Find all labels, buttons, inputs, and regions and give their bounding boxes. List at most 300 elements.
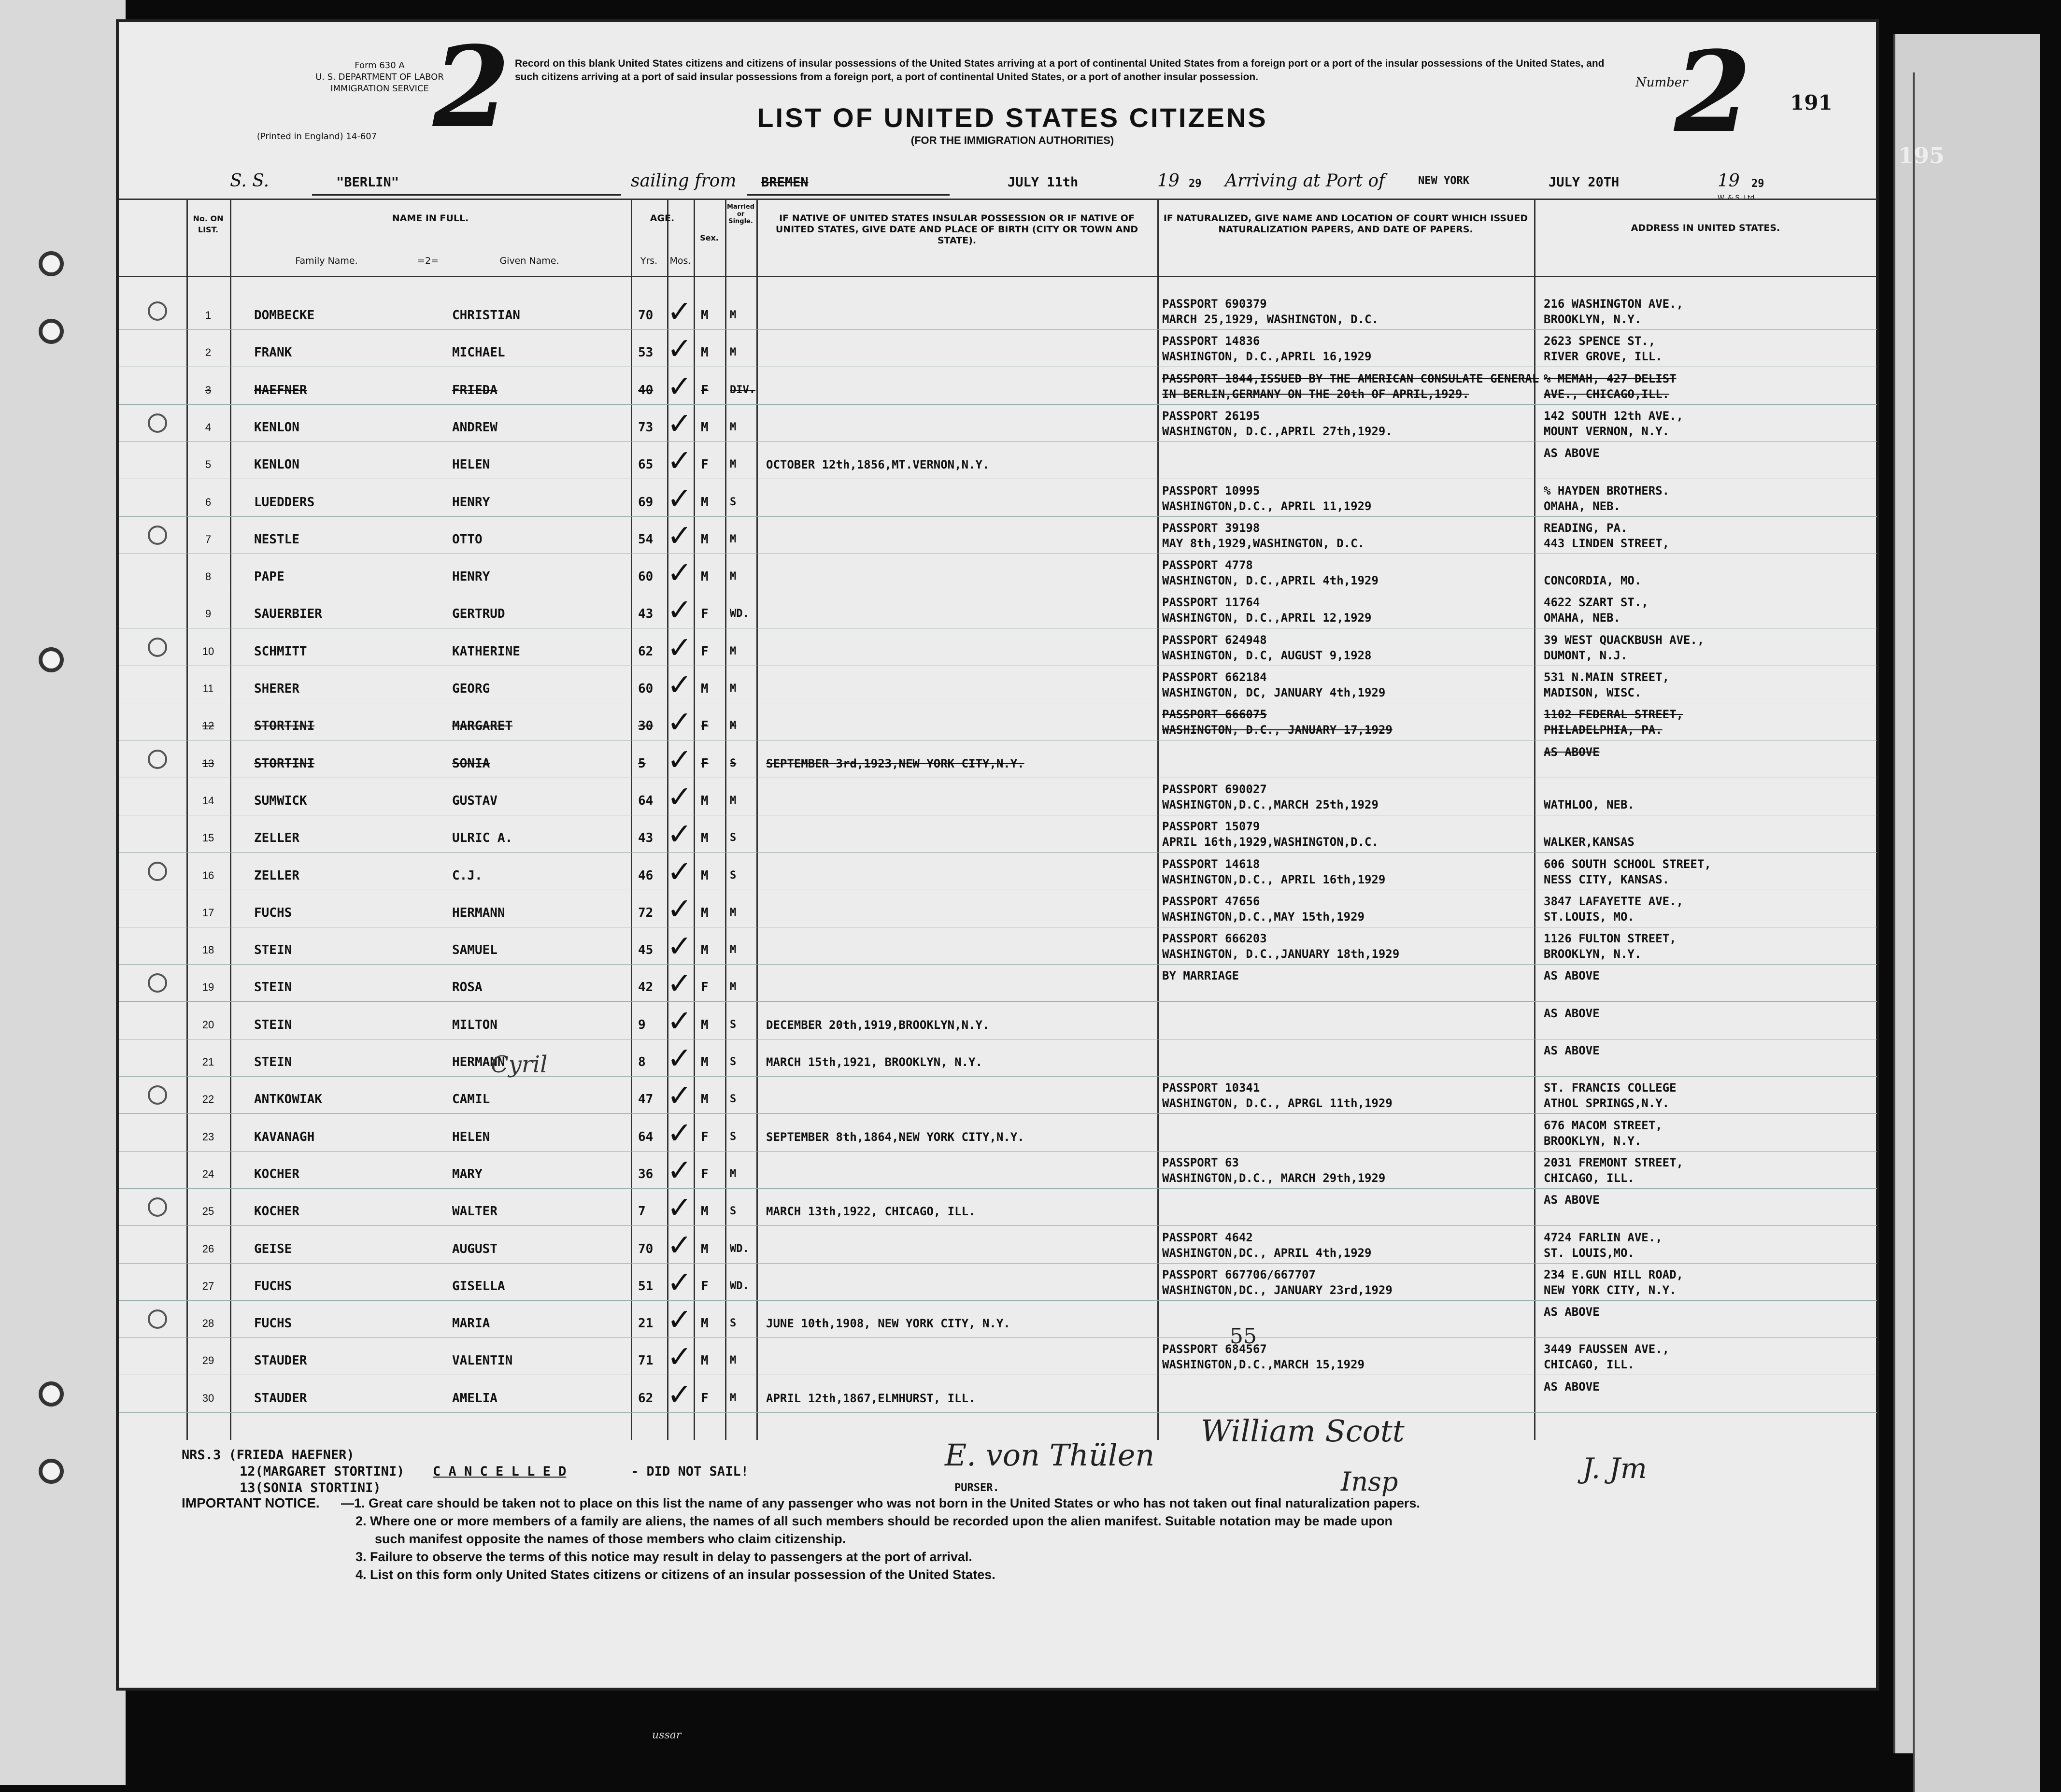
row-number: 22 bbox=[202, 1093, 214, 1106]
sex: F bbox=[701, 383, 709, 398]
naturalization-line-2: WASHINGTON, D.C.,APRIL 12,1929 bbox=[1162, 611, 1372, 625]
table-row bbox=[119, 293, 1877, 330]
naturalization-line-2: WASHINGTON,D.C.,MARCH 25th,1929 bbox=[1162, 797, 1379, 811]
port-of-arrival: NEW YORK bbox=[1418, 175, 1469, 187]
age-years: 73 bbox=[638, 420, 654, 435]
given-name: KATHERINE bbox=[452, 644, 520, 659]
naturalization-line-1: PASSPORT 690027 bbox=[1162, 782, 1267, 796]
annotation-55: 55 bbox=[1230, 1324, 1257, 1349]
address-line-2: CHICAGO, ILL. bbox=[1544, 1171, 1635, 1185]
marital-status: M bbox=[730, 421, 737, 433]
address-line-2: PHILADELPHIA, PA. bbox=[1544, 723, 1663, 737]
check-mark-icon: ✓ bbox=[667, 1040, 692, 1076]
row-number: 28 bbox=[202, 1317, 214, 1330]
row-number: 10 bbox=[202, 645, 214, 657]
naturalization-line-2: WASHINGTON, D.C, AUGUST 9,1928 bbox=[1162, 648, 1372, 662]
naturalization-line-1: PASSPORT 10341 bbox=[1162, 1081, 1260, 1095]
notice-2b: such manifest opposite the names of those members who claim citizenship. bbox=[375, 1532, 846, 1546]
initials-signature: J. Jm bbox=[1582, 1452, 1647, 1485]
address-line-2: BROOKLYN, N.Y. bbox=[1544, 947, 1642, 961]
age-years: 65 bbox=[638, 457, 654, 472]
header-given-name: Given Name. bbox=[499, 256, 559, 266]
address-line-2: CONCORDIA, MO. bbox=[1544, 574, 1642, 588]
check-mark-icon: ✓ bbox=[667, 368, 692, 404]
given-name: HENRY bbox=[452, 569, 490, 584]
table-row bbox=[119, 554, 1877, 591]
age-years: 36 bbox=[638, 1166, 654, 1181]
table-row bbox=[119, 1189, 1877, 1226]
family-name: KOCHER bbox=[254, 1166, 299, 1181]
table-row bbox=[119, 1114, 1877, 1152]
row-number: 27 bbox=[202, 1280, 214, 1292]
given-name: CHRISTIAN bbox=[452, 308, 520, 323]
sex: F bbox=[701, 719, 709, 734]
notice-4: 4. List on this form only United States citizens or citizens of an insular possession of the United States. bbox=[355, 1567, 995, 1582]
header-married-single: Married or Single. bbox=[726, 203, 755, 225]
address-line-1: 2031 FREMONT STREET, bbox=[1544, 1155, 1683, 1169]
address-line-1: 676 MACOM STREET, bbox=[1544, 1118, 1663, 1132]
given-name: MICHAEL bbox=[452, 345, 505, 360]
address-line-2: ST. LOUIS,MO. bbox=[1544, 1246, 1635, 1260]
check-mark-icon: ✓ bbox=[667, 816, 692, 852]
cancel-note-3: 13(SONIA STORTINI) bbox=[240, 1480, 381, 1495]
naturalization-line-1: PASSPORT 666203 bbox=[1162, 932, 1267, 946]
department-name: U. S. DEPARTMENT OF LABOR bbox=[315, 72, 444, 82]
address-line-1: % MEMAH, 427 DELIST bbox=[1544, 371, 1677, 385]
header-sex: Sex. bbox=[700, 233, 719, 242]
row-number: 8 bbox=[205, 570, 212, 583]
notice-1: —1. Great care should be taken not to place on this list the name of any passenger who was not born in the United States or who has not taken out final naturalization papers. bbox=[341, 1496, 1420, 1510]
age-years: 45 bbox=[638, 943, 654, 958]
sex: M bbox=[701, 495, 709, 510]
naturalization-line-2: WASHINGTON,D.C., MARCH 29th,1929 bbox=[1162, 1171, 1386, 1185]
naturalization-line-1: PASSPORT 667706/667707 bbox=[1162, 1267, 1316, 1281]
check-mark-icon: ✓ bbox=[667, 331, 692, 367]
address-line-1: AS ABOVE bbox=[1544, 446, 1600, 460]
age-years: 54 bbox=[638, 532, 654, 547]
table-row bbox=[119, 405, 1877, 442]
check-mark-icon: ✓ bbox=[667, 1376, 692, 1412]
naturalization-line-1: BY MARRIAGE bbox=[1162, 969, 1239, 983]
marital-status: M bbox=[730, 981, 737, 994]
table-row bbox=[119, 965, 1877, 1002]
table-row bbox=[119, 1039, 1877, 1077]
age-years: 69 bbox=[638, 495, 654, 510]
table-row bbox=[119, 1264, 1877, 1301]
given-name: GEORG bbox=[452, 682, 490, 696]
age-years: 64 bbox=[638, 1129, 654, 1144]
family-name: STEIN bbox=[254, 1017, 292, 1032]
family-name: ANTKOWIAK bbox=[254, 1092, 322, 1107]
marital-status: M bbox=[730, 683, 737, 695]
sex: M bbox=[701, 532, 709, 547]
check-mark-icon: ✓ bbox=[667, 629, 692, 665]
given-name: GUSTAV bbox=[452, 793, 497, 808]
given-name: WALTER bbox=[452, 1204, 497, 1219]
age-years: 8 bbox=[638, 1055, 646, 1069]
naturalization-line-2: WASHINGTON,D.C., APRIL 16th,1929 bbox=[1162, 872, 1386, 886]
address-line-2: RIVER GROVE, ILL. bbox=[1544, 350, 1663, 364]
check-mark-icon: ✓ bbox=[667, 1003, 692, 1038]
address-line-1: 606 SOUTH SCHOOL STREET, bbox=[1544, 857, 1711, 871]
table-row bbox=[119, 1301, 1877, 1338]
row-number: 12 bbox=[202, 720, 214, 732]
check-mark-icon: ✓ bbox=[667, 555, 692, 591]
naturalization-line-1: PASSPORT 14836 bbox=[1162, 334, 1260, 348]
marital-status: M bbox=[730, 1167, 737, 1180]
address-line-1: 1102 FEDERAL STREET, bbox=[1544, 708, 1683, 722]
page-edge bbox=[1913, 72, 2040, 1792]
age-years: 72 bbox=[638, 905, 654, 920]
address-line-1: AS ABOVE bbox=[1544, 1006, 1600, 1020]
important-notice-label: IMPORTANT NOTICE. bbox=[182, 1495, 320, 1510]
departure-date: JULY 11th bbox=[1008, 175, 1079, 190]
marital-status: S bbox=[730, 1205, 737, 1218]
address-line-2: CHICAGO, ILL. bbox=[1544, 1358, 1635, 1372]
check-mark-icon: ✓ bbox=[667, 966, 692, 1001]
address-line-1: AS ABOVE bbox=[1544, 1193, 1600, 1207]
naturalization-line-2: WASHINGTON, D.C.,APRIL 4th,1929 bbox=[1162, 574, 1379, 588]
row-number: 14 bbox=[202, 794, 214, 807]
family-name: FUCHS bbox=[254, 905, 292, 920]
marital-status: M bbox=[730, 1354, 737, 1367]
page-subtitle: (FOR THE IMMIGRATION AUTHORITIES) bbox=[910, 134, 1114, 146]
marital-status: M bbox=[730, 645, 737, 657]
row-circle-marker bbox=[148, 526, 167, 545]
check-mark-icon: ✓ bbox=[667, 741, 692, 777]
sex: M bbox=[701, 569, 709, 584]
table-row bbox=[119, 927, 1877, 965]
sex: M bbox=[701, 1353, 709, 1368]
naturalization-line-1: PASSPORT 684567 bbox=[1162, 1342, 1267, 1356]
age-years: 9 bbox=[638, 1017, 646, 1032]
arrival-date: JULY 20TH bbox=[1549, 175, 1620, 190]
naturalization-line-1: PASSPORT 26195 bbox=[1162, 409, 1260, 423]
header-family-name: Family Name. bbox=[295, 256, 358, 266]
age-years: 21 bbox=[638, 1316, 654, 1331]
sex: M bbox=[701, 1055, 709, 1069]
address-line-2: WALKER,KANSAS bbox=[1544, 835, 1635, 849]
marital-status: M bbox=[730, 906, 737, 919]
ship-name: "BERLIN" bbox=[336, 175, 399, 190]
address-line-1: AS ABOVE bbox=[1544, 969, 1600, 983]
table-row bbox=[119, 666, 1877, 703]
sex: F bbox=[701, 607, 709, 622]
address-line-1: 2623 SPENCE ST., bbox=[1544, 334, 1656, 348]
family-name: STORTINI bbox=[254, 719, 315, 734]
row-number: 19 bbox=[202, 981, 214, 994]
family-name: STORTINI bbox=[254, 756, 315, 771]
address-line-1: 3449 FAUSSEN AVE., bbox=[1544, 1342, 1670, 1356]
age-years: 51 bbox=[638, 1279, 654, 1294]
given-name: ANDREW bbox=[452, 420, 497, 435]
check-mark-icon: ✓ bbox=[667, 1339, 692, 1375]
given-name: SAMUEL bbox=[452, 943, 497, 958]
naturalization-line-2: WASHINGTON, D.C.,JANUARY 18th,1929 bbox=[1162, 947, 1400, 961]
table-row bbox=[119, 815, 1877, 853]
row-circle-marker bbox=[148, 301, 167, 321]
marital-status: M bbox=[730, 720, 737, 732]
naturalization-line-1: PASSPORT 14618 bbox=[1162, 857, 1260, 871]
address-line-1: ST. FRANCIS COLLEGE bbox=[1544, 1081, 1677, 1095]
port-rule bbox=[747, 194, 950, 196]
family-name: KENLON bbox=[254, 457, 299, 472]
sex: M bbox=[701, 1204, 709, 1219]
check-mark-icon: ✓ bbox=[667, 1190, 692, 1225]
table-row bbox=[119, 1226, 1877, 1264]
age-years: 60 bbox=[638, 569, 654, 584]
row-number: 18 bbox=[202, 944, 214, 956]
naturalization-line-1: PASSPORT 4778 bbox=[1162, 558, 1253, 572]
check-mark-icon: ✓ bbox=[667, 1078, 692, 1113]
family-name: STAUDER bbox=[254, 1391, 307, 1406]
header-age: AGE. bbox=[650, 213, 675, 224]
age-years: 53 bbox=[638, 345, 654, 360]
age-years: 64 bbox=[638, 793, 654, 808]
table-row bbox=[119, 517, 1877, 554]
sex: M bbox=[701, 1017, 709, 1032]
printer-mark: W. & S. Ltd. bbox=[1718, 194, 1757, 202]
family-name: ZELLER bbox=[254, 868, 299, 883]
inspector-title: Insp bbox=[1341, 1466, 1398, 1497]
naturalization-line-1: PASSPORT 624948 bbox=[1162, 633, 1267, 647]
marital-status: M bbox=[730, 309, 737, 321]
table-row bbox=[119, 778, 1877, 815]
marital-status: S bbox=[730, 757, 737, 769]
birth-info: SEPTEMBER 3rd,1923,NEW YORK CITY,N.Y. bbox=[766, 756, 1024, 770]
age-years: 62 bbox=[638, 644, 654, 659]
table-row bbox=[119, 1376, 1877, 1413]
binder-hole bbox=[39, 319, 64, 344]
table-row bbox=[119, 442, 1877, 479]
address-line-1: % HAYDEN BROTHERS. bbox=[1544, 484, 1670, 498]
family-name: FUCHS bbox=[254, 1316, 292, 1331]
address-line-2: BROOKLYN, N.Y. bbox=[1544, 313, 1642, 326]
sex: F bbox=[701, 457, 709, 472]
arrival-year: 29 bbox=[1751, 178, 1764, 190]
marital-status: WD. bbox=[730, 608, 749, 620]
address-line-1: 4724 FARLIN AVE., bbox=[1544, 1230, 1663, 1244]
age-years: 70 bbox=[638, 308, 654, 323]
check-mark-icon: ✓ bbox=[667, 1302, 692, 1337]
row-number: 15 bbox=[202, 832, 214, 844]
family-name: NESTLE bbox=[254, 532, 299, 547]
given-name: CAMIL bbox=[452, 1092, 490, 1107]
table-row bbox=[119, 629, 1877, 666]
given-name: AUGUST bbox=[452, 1241, 497, 1256]
binder-hole bbox=[39, 251, 64, 276]
purser-label: PURSER. bbox=[954, 1482, 999, 1494]
address-line-1: AS ABOVE bbox=[1544, 1305, 1600, 1319]
family-name: DOMBECKE bbox=[254, 308, 315, 323]
marital-status: S bbox=[730, 1056, 737, 1068]
address-line-1: 39 WEST QUACKBUSH AVE., bbox=[1544, 633, 1705, 647]
service-name: IMMIGRATION SERVICE bbox=[330, 84, 429, 94]
family-name: FUCHS bbox=[254, 1279, 292, 1294]
age-years: 5 bbox=[638, 756, 646, 771]
birth-info: DECEMBER 20th,1919,BROOKLYN,N.Y. bbox=[766, 1018, 990, 1032]
header-handwritten-2: =2= bbox=[417, 256, 439, 266]
table-row bbox=[119, 853, 1877, 890]
family-name: STEIN bbox=[254, 980, 292, 995]
address-line-2: BROOKLYN, N.Y. bbox=[1544, 1134, 1642, 1148]
address-line-1: 142 SOUTH 12th AVE., bbox=[1544, 409, 1683, 423]
given-name: ULRIC A. bbox=[452, 831, 513, 846]
header-mos: Mos. bbox=[669, 256, 691, 266]
bottom-scrawl: ussar bbox=[652, 1729, 682, 1741]
naturalization-line-1: PASSPORT 47656 bbox=[1162, 894, 1260, 908]
given-name: FRIEDA bbox=[452, 383, 497, 398]
row-number: 23 bbox=[202, 1130, 214, 1143]
marital-status: M bbox=[730, 533, 737, 545]
cancel-note-2: 12(MARGARET STORTINI) bbox=[240, 1464, 405, 1479]
list-number-stamp: 191 bbox=[1790, 91, 1833, 114]
marital-status: M bbox=[730, 458, 737, 471]
binder-hole bbox=[39, 647, 64, 672]
sex: M bbox=[701, 905, 709, 920]
birth-info: JUNE 10th,1908, NEW YORK CITY, N.Y. bbox=[766, 1317, 1010, 1331]
check-mark-icon: ✓ bbox=[667, 704, 692, 740]
family-name: SCHMITT bbox=[254, 644, 307, 659]
address-line-2: OMAHA, NEB. bbox=[1544, 499, 1620, 513]
year-prefix-2: 19 bbox=[1718, 171, 1740, 191]
birth-info: MARCH 15th,1921, BROOKLYN, N.Y. bbox=[766, 1055, 982, 1069]
header-bottom-rule bbox=[119, 276, 1877, 277]
age-years: 40 bbox=[638, 383, 654, 398]
family-name: PAPE bbox=[254, 569, 284, 584]
address-line-2: 443 LINDEN STREET, bbox=[1544, 536, 1670, 550]
sex: M bbox=[701, 420, 709, 435]
given-name: AMELIA bbox=[452, 1391, 497, 1406]
naturalization-line-2: MAY 8th,1929,WASHINGTON, D.C. bbox=[1162, 536, 1365, 550]
address-line-1: 1126 FULTON STREET, bbox=[1544, 932, 1677, 946]
marital-status: M bbox=[730, 1392, 737, 1404]
departure-year: 29 bbox=[1189, 178, 1202, 190]
age-years: 43 bbox=[638, 607, 654, 622]
marital-status: WD. bbox=[730, 1242, 749, 1255]
binder-hole bbox=[39, 1381, 64, 1407]
family-name: ZELLER bbox=[254, 831, 299, 846]
number-label: Number bbox=[1635, 75, 1688, 90]
row-number: 3 bbox=[205, 384, 212, 396]
check-mark-icon: ✓ bbox=[667, 928, 692, 964]
sex: M bbox=[701, 793, 709, 808]
address-line-1: AS ABOVE bbox=[1544, 745, 1600, 759]
check-mark-icon: ✓ bbox=[667, 480, 692, 516]
naturalization-line-2: WASHINGTON, DC, JANUARY 4th,1929 bbox=[1162, 686, 1386, 699]
voyage-line bbox=[119, 171, 1877, 200]
given-name: HENRY bbox=[452, 495, 490, 510]
row-circle-marker bbox=[148, 750, 167, 769]
naturalization-line-2: WASHINGTON,D.C.,MAY 15th,1929 bbox=[1162, 910, 1365, 924]
passenger-table bbox=[119, 199, 1877, 1440]
ss-label: S. S. bbox=[230, 171, 270, 191]
naturalization-line-2: WASHINGTON,D.C., APRIL 11,1929 bbox=[1162, 499, 1372, 513]
age-years: 71 bbox=[638, 1353, 654, 1368]
table-row bbox=[119, 480, 1877, 517]
naturalization-line-1: PASSPORT 662184 bbox=[1162, 670, 1267, 684]
age-years: 47 bbox=[638, 1092, 654, 1107]
ship-rule bbox=[312, 194, 621, 196]
row-circle-marker bbox=[148, 1197, 167, 1217]
year-prefix: 19 bbox=[1157, 171, 1180, 191]
cancel-note-1: NRS.3 (FRIEDA HAEFNER) bbox=[182, 1448, 355, 1463]
marital-status: S bbox=[730, 1093, 737, 1106]
age-years: 46 bbox=[638, 868, 654, 883]
check-mark-icon: ✓ bbox=[667, 891, 692, 926]
sex: M bbox=[701, 308, 709, 323]
birth-info: MARCH 13th,1922, CHICAGO, ILL. bbox=[766, 1205, 976, 1219]
table-row bbox=[119, 890, 1877, 927]
family-name: GEISE bbox=[254, 1241, 292, 1256]
address-line-1: 4622 SZART ST., bbox=[1544, 596, 1649, 610]
given-name: MARGARET bbox=[452, 719, 513, 734]
family-name: STAUDER bbox=[254, 1353, 307, 1368]
family-name: HAEFNER bbox=[254, 383, 307, 398]
age-years: 42 bbox=[638, 980, 654, 995]
given-name: MARY bbox=[452, 1166, 483, 1181]
naturalization-line-1: PASSPORT 690379 bbox=[1162, 297, 1267, 311]
row-circle-marker bbox=[148, 862, 167, 881]
family-name: KENLON bbox=[254, 420, 299, 435]
manifest-sheet bbox=[116, 19, 1879, 1691]
family-name: STEIN bbox=[254, 943, 292, 958]
address-line-1: AS ABOVE bbox=[1544, 1380, 1600, 1394]
naturalization-line-1: PASSPORT 11764 bbox=[1162, 596, 1260, 610]
naturalization-line-1: PASSPORT 63 bbox=[1162, 1155, 1239, 1169]
naturalization-line-2: APRIL 16th,1929,WASHINGTON,D.C. bbox=[1162, 835, 1379, 849]
check-mark-icon: ✓ bbox=[667, 1227, 692, 1263]
age-years: 43 bbox=[638, 831, 654, 846]
row-number: 26 bbox=[202, 1242, 214, 1255]
naturalization-line-1: PASSPORT 1844,ISSUED BY THE AMERICAN CONSULATE GENERAL bbox=[1162, 371, 1539, 385]
marital-status: S bbox=[730, 1317, 737, 1330]
family-name: KAVANAGH bbox=[254, 1129, 315, 1144]
address-line-2: NEW YORK CITY, N.Y. bbox=[1544, 1283, 1677, 1297]
address-line-1: 531 N.MAIN STREET, bbox=[1544, 670, 1670, 684]
table-row bbox=[119, 1152, 1877, 1189]
sailing-from-label: sailing from bbox=[631, 171, 737, 191]
table-row bbox=[119, 1077, 1877, 1114]
given-name: OTTO bbox=[452, 532, 483, 547]
naturalization-line-1: PASSPORT 666075 bbox=[1162, 708, 1267, 722]
naturalization-line-2: WASHINGTON,DC., APRIL 4th,1929 bbox=[1162, 1246, 1372, 1260]
given-name: GISELLA bbox=[452, 1279, 505, 1294]
row-circle-marker bbox=[148, 1085, 167, 1105]
marital-status: S bbox=[730, 496, 737, 508]
row-number: 6 bbox=[205, 496, 212, 508]
check-mark-icon: ✓ bbox=[667, 443, 692, 479]
address-line-1: AS ABOVE bbox=[1544, 1044, 1600, 1057]
form-number: Form 630 A bbox=[355, 60, 405, 71]
birth-info: APRIL 12th,1867,ELMHURST, ILL. bbox=[766, 1391, 976, 1405]
address-line-2: MOUNT VERNON, N.Y. bbox=[1544, 424, 1670, 438]
family-name: LUEDDERS bbox=[254, 495, 315, 510]
marital-status: DIV. bbox=[730, 384, 755, 396]
row-circle-marker bbox=[148, 638, 167, 657]
check-mark-icon: ✓ bbox=[667, 779, 692, 814]
table-row bbox=[119, 1002, 1877, 1039]
sex: F bbox=[701, 980, 709, 995]
table-top-rule bbox=[119, 199, 1877, 200]
family-name: SAUERBIER bbox=[254, 607, 322, 622]
family-name: STEIN bbox=[254, 1055, 292, 1069]
row-number: 30 bbox=[202, 1392, 214, 1404]
inspector-signature: William Scott bbox=[1201, 1413, 1405, 1449]
sex: M bbox=[701, 943, 709, 958]
age-years: 60 bbox=[638, 682, 654, 696]
did-not-sail: - DID NOT SAIL! bbox=[631, 1464, 749, 1479]
